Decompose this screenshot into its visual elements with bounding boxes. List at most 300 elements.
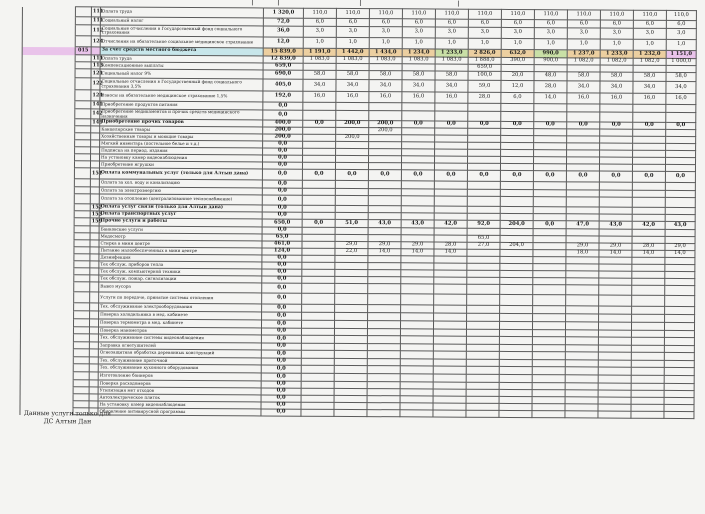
- row-month-value: 1,0: [435, 38, 468, 49]
- row-month-value: 1 083,0: [435, 57, 468, 64]
- row-month-value: 43,0: [401, 220, 434, 228]
- row-specifics-code: [89, 387, 98, 394]
- row-annual-total: 0,0: [262, 304, 302, 312]
- row-month-value: [301, 320, 334, 328]
- row-month-value: 204,0: [500, 220, 533, 228]
- row-month-value: 3,0: [600, 28, 633, 39]
- row-month-value: 0,0: [335, 169, 368, 180]
- row-month-value: [632, 197, 665, 207]
- row-month-value: 16,0: [435, 92, 468, 103]
- row-month-value: 0,0: [666, 122, 696, 129]
- row-item-name: Услуги по передаче, принятие системы отопления: [99, 292, 262, 304]
- row-month-value: 14,0: [401, 249, 434, 256]
- row-month-value: [467, 284, 500, 294]
- row-specifics-code: 142: [91, 109, 100, 119]
- row-month-value: 200,0: [369, 121, 402, 128]
- row-month-value: [566, 182, 599, 190]
- row-annual-total: 0,0: [261, 335, 301, 343]
- row-annual-total: 0,0: [262, 262, 302, 269]
- row-month-value: [664, 411, 694, 418]
- row-month-value: 1,0: [501, 38, 534, 49]
- row-annual-total: 65,0: [262, 234, 302, 241]
- row-month-value: [302, 180, 335, 188]
- row-item-name: Оплата коммунальных услуг (только для Алтын дана): [99, 168, 262, 180]
- row-month-value: 28,0: [434, 242, 467, 249]
- row-month-value: 16,0: [303, 91, 336, 102]
- row-specifics-code: [90, 292, 99, 303]
- row-specifics-code: [89, 349, 98, 357]
- row-specifics-code: 122: [91, 78, 100, 90]
- row-group-code: [73, 319, 89, 327]
- row-specifics-code: [90, 254, 99, 261]
- row-month-value: 0,0: [302, 169, 335, 180]
- row-month-value: [433, 366, 466, 374]
- row-month-value: 990,0: [534, 50, 567, 58]
- row-annual-total: 0,0: [263, 110, 303, 120]
- row-month-value: [302, 283, 335, 293]
- row-month-value: [335, 312, 368, 320]
- row-month-value: [633, 112, 666, 122]
- row-month-value: 43,0: [665, 221, 695, 229]
- row-month-value: 1 434,0: [369, 49, 402, 57]
- row-month-value: 200,0: [336, 134, 369, 141]
- row-group-code: [75, 109, 91, 119]
- row-month-value: [533, 197, 566, 207]
- row-month-value: [434, 284, 467, 294]
- row-annual-total: 0,0: [263, 155, 303, 162]
- row-month-value: [632, 314, 665, 322]
- row-group-code: 015: [75, 47, 91, 55]
- row-specifics-code: [90, 240, 99, 247]
- row-month-value: [499, 374, 532, 382]
- row-group-code: [74, 282, 90, 292]
- row-specifics-code: [90, 161, 99, 168]
- row-annual-total: 12,0: [263, 37, 303, 48]
- row-month-value: 27,0: [467, 242, 500, 249]
- margin-mark: [360, 0, 361, 6]
- row-month-value: 1 083,0: [369, 57, 402, 64]
- row-annual-total: 0,0: [263, 102, 303, 110]
- row-month-value: [368, 294, 401, 305]
- row-item-name: Оплата за электроэнергию: [99, 187, 262, 195]
- row-specifics-code: 111: [92, 17, 104, 24]
- row-month-value: [566, 295, 599, 306]
- row-month-value: 1 442,0: [336, 48, 369, 56]
- row-item-name: Подписка на период. издания: [100, 147, 263, 155]
- row-month-value: [433, 410, 466, 417]
- row-annual-total: 200,0: [263, 127, 303, 134]
- row-annual-total: 461,0: [262, 241, 302, 248]
- row-month-value: 6,0: [468, 19, 501, 27]
- row-month-value: [367, 351, 400, 359]
- row-annual-total: 72,0: [263, 18, 303, 26]
- row-month-value: [665, 197, 695, 207]
- row-month-value: [369, 103, 402, 111]
- row-month-value: 34,0: [303, 79, 336, 91]
- row-month-value: [335, 283, 368, 293]
- row-annual-total: 0,0: [262, 180, 302, 188]
- row-item-name: На установку камер видеонаблюдения: [100, 154, 263, 162]
- budget-table: [19, 6, 696, 419]
- row-month-value: [500, 181, 533, 189]
- row-annual-total: 0,0: [261, 395, 301, 402]
- margin-mark: [252, 0, 253, 5]
- row-month-value: [534, 104, 567, 112]
- row-month-value: 110,0: [402, 9, 435, 19]
- row-annual-total: 1 320,0: [263, 8, 303, 18]
- row-month-value: [599, 182, 632, 190]
- row-month-value: 0,0: [599, 171, 632, 182]
- row-month-value: 0,0: [534, 122, 567, 129]
- row-group-code: [73, 334, 89, 342]
- row-month-value: [467, 294, 500, 305]
- row-month-value: 110,0: [567, 10, 600, 20]
- row-month-value: [400, 410, 433, 417]
- row-item-name: Банковские услуги: [99, 226, 262, 234]
- row-month-value: [467, 196, 500, 206]
- row-month-value: 6,0: [501, 92, 534, 103]
- row-month-value: 34,0: [666, 81, 696, 93]
- row-month-value: 1,0: [633, 39, 666, 50]
- row-specifics-code: 149: [92, 118, 103, 125]
- row-month-value: 58,0: [303, 70, 336, 79]
- row-month-value: 58,0: [633, 72, 666, 81]
- row-month-value: 1 151,0: [666, 50, 696, 58]
- row-month-value: [664, 337, 694, 345]
- row-item-name: Приобретение прочих товаров: [100, 119, 263, 127]
- row-month-value: 2 826,0: [468, 49, 501, 57]
- row-month-value: [369, 111, 402, 121]
- row-month-value: [565, 375, 598, 383]
- row-annual-total: 0,0: [261, 373, 301, 381]
- row-month-value: 110,0: [534, 10, 567, 20]
- row-item-name: Социальные отчисления в Государственный фонд социального страхования 3,5%: [100, 78, 263, 91]
- row-annual-total: 650,0: [262, 219, 302, 227]
- row-annual-total: 0,0: [261, 343, 301, 350]
- row-item-name: Тех обслуж. компьютерной техники: [99, 268, 262, 276]
- row-month-value: [665, 314, 695, 322]
- row-annual-total: 690,0: [263, 70, 303, 79]
- row-specifics-code: [90, 303, 99, 311]
- row-specifics-code: 121: [92, 69, 104, 76]
- row-blank-cell: [22, 24, 75, 35]
- row-month-value: 0,0: [533, 221, 566, 229]
- row-month-value: [334, 335, 367, 343]
- row-annual-total: 0,0: [261, 328, 301, 335]
- row-month-value: [401, 284, 434, 294]
- row-month-value: [302, 304, 335, 312]
- row-month-value: [631, 367, 664, 375]
- row-month-value: 1,0: [666, 39, 696, 50]
- row-month-value: [400, 366, 433, 374]
- row-group-code: [75, 36, 91, 47]
- row-month-value: 16,0: [336, 91, 369, 102]
- row-month-value: [532, 337, 565, 345]
- row-item-name: Заправка огнетушителей: [98, 342, 261, 350]
- row-month-value: [499, 366, 532, 374]
- row-month-value: [599, 295, 632, 306]
- row-annual-total: 0,0: [262, 205, 302, 212]
- row-annual-total: 0,0: [261, 365, 301, 373]
- row-month-value: [532, 411, 565, 418]
- row-item-name: Оплата услуг связи (только для Алтын дана): [99, 204, 262, 212]
- row-month-value: [400, 336, 433, 344]
- row-month-value: [334, 350, 367, 358]
- row-month-value: [401, 305, 434, 313]
- row-month-value: 110,0: [435, 9, 468, 19]
- row-specifics-code: [90, 226, 99, 233]
- row-month-value: 6,0: [600, 20, 633, 28]
- row-month-value: 1,0: [369, 38, 402, 49]
- row-month-value: 0,0: [633, 122, 666, 129]
- row-item-name: Взносы на обязательное медицинское страхование 1,5%: [100, 90, 263, 102]
- row-specifics-code: [90, 311, 99, 319]
- row-month-value: [435, 111, 468, 121]
- row-month-value: 14,0: [665, 250, 695, 257]
- row-annual-total: 0,0: [262, 312, 302, 320]
- row-item-name: Хозяйственные товары и моющие товары: [100, 133, 263, 141]
- footnote-services: Данные услуги только для ДС Алтын Дан: [23, 410, 112, 426]
- row-item-name: Дезинфекция: [99, 254, 262, 262]
- row-month-value: [499, 410, 532, 417]
- row-group-code: [74, 218, 90, 226]
- row-month-value: [501, 103, 534, 111]
- row-month-value: [402, 111, 435, 121]
- row-item-name: Компенсационные выплаты: [100, 62, 263, 70]
- row-annual-total: 200,0: [263, 134, 303, 141]
- row-month-value: [500, 313, 533, 321]
- row-month-value: [566, 306, 599, 314]
- row-month-value: [631, 375, 664, 383]
- row-month-value: 1 083,0: [336, 56, 369, 63]
- row-month-value: [434, 294, 467, 305]
- row-month-value: [664, 375, 694, 383]
- row-group-code: [74, 168, 90, 179]
- row-specifics-code: [91, 147, 100, 154]
- row-month-value: 14,0: [632, 250, 665, 257]
- row-group-code: [74, 292, 90, 303]
- row-month-value: [598, 352, 631, 360]
- row-month-value: 632,0: [501, 49, 534, 57]
- row-group-code: [75, 90, 91, 101]
- row-month-value: [335, 293, 368, 304]
- row-group-code: [73, 372, 89, 380]
- row-specifics-code: [89, 357, 98, 364]
- row-item-name: Поверка манометров: [98, 327, 261, 335]
- row-specifics-code: 124: [91, 90, 100, 101]
- row-month-value: [533, 285, 566, 295]
- row-annual-total: 0,0: [263, 141, 303, 148]
- row-month-value: 6,0: [567, 20, 600, 28]
- row-month-value: 14,0: [534, 93, 567, 104]
- row-item-name: Тех. обслуживание приточной: [98, 357, 261, 365]
- row-annual-total: 0,0: [262, 269, 302, 276]
- row-month-value: 58,0: [435, 71, 468, 80]
- row-month-value: 0,0: [665, 171, 695, 182]
- row-month-value: [600, 112, 633, 122]
- row-month-value: 0,0: [500, 170, 533, 181]
- row-month-value: 42,0: [632, 221, 665, 229]
- row-month-value: 58,0: [336, 70, 369, 79]
- row-annual-total: 12 839,0: [263, 56, 303, 63]
- row-month-value: 1 191,0: [303, 48, 336, 56]
- row-month-value: [501, 111, 534, 121]
- row-month-value: 0,0: [303, 120, 336, 127]
- row-month-value: 6,0: [402, 19, 435, 27]
- row-month-value: 29,0: [335, 241, 368, 248]
- row-month-value: [301, 350, 334, 358]
- row-blank-cell: [21, 281, 74, 291]
- row-specifics-code: [89, 394, 98, 401]
- row-blank-cell: [21, 167, 74, 178]
- row-month-value: 1,0: [567, 39, 600, 50]
- row-item-name: Медосмотр: [99, 233, 262, 241]
- row-specifics-code: [89, 401, 98, 408]
- row-month-value: [368, 305, 401, 313]
- row-annual-total: 192,0: [263, 91, 303, 102]
- row-month-value: [433, 351, 466, 359]
- row-specifics-code: [90, 179, 99, 187]
- row-month-value: 16,0: [633, 93, 666, 104]
- row-month-value: 0,0: [600, 122, 633, 129]
- row-month-value: 1,0: [402, 38, 435, 49]
- row-month-value: 22,0: [335, 248, 368, 255]
- row-annual-total: 0,0: [261, 388, 301, 395]
- row-month-value: 0,0: [567, 122, 600, 129]
- row-month-value: [368, 284, 401, 294]
- row-month-value: 59,0: [468, 80, 501, 92]
- row-specifics-code: 153: [91, 210, 103, 217]
- row-month-value: [598, 367, 631, 375]
- row-month-value: 1 234,0: [402, 49, 435, 57]
- row-month-value: 0,0: [402, 121, 435, 128]
- row-month-value: [336, 102, 369, 110]
- row-annual-total: 36,0: [263, 26, 303, 37]
- row-month-value: [665, 182, 695, 190]
- row-item-name: Стирка в мини центре: [99, 240, 262, 248]
- row-specifics-code: 113: [92, 61, 104, 68]
- row-specifics-code: [89, 327, 98, 334]
- row-month-value: 34,0: [369, 80, 402, 92]
- row-month-value: 204,0: [500, 242, 533, 249]
- row-annual-total: 0,0: [262, 188, 302, 195]
- row-month-value: [664, 352, 694, 360]
- row-month-value: 110,0: [501, 9, 534, 19]
- row-month-value: 20,0: [501, 71, 534, 80]
- row-month-value: 1,0: [600, 39, 633, 50]
- row-month-value: 3,0: [468, 27, 501, 38]
- row-month-value: [303, 102, 336, 110]
- row-month-value: 48,0: [534, 72, 567, 81]
- row-month-value: [367, 336, 400, 344]
- row-month-value: [433, 321, 466, 329]
- row-annual-total: 0,0: [261, 358, 301, 365]
- row-month-value: 110,0: [468, 9, 501, 19]
- row-month-value: [367, 366, 400, 374]
- row-month-value: [664, 367, 694, 375]
- row-month-value: 1,0: [336, 37, 369, 48]
- row-month-value: 1,0: [303, 37, 336, 48]
- row-month-value: [566, 285, 599, 295]
- row-month-value: [499, 336, 532, 344]
- row-item-name: Социальный налог: [100, 17, 263, 26]
- row-item-name: Огнезащитная обработка деревянных конструкций: [98, 349, 261, 358]
- row-month-value: 42,0: [434, 220, 467, 228]
- row-month-value: 1 232,0: [633, 50, 666, 58]
- row-month-value: 34,0: [600, 81, 633, 93]
- row-month-value: 58,0: [600, 72, 633, 81]
- row-item-name: Оплата транспортных услуг: [99, 211, 262, 219]
- row-blank-cell: [21, 193, 74, 203]
- row-month-value: 1 083,0: [303, 56, 336, 63]
- row-month-value: [301, 365, 334, 373]
- row-month-value: [666, 104, 696, 112]
- row-month-value: [566, 197, 599, 207]
- row-month-value: [467, 305, 500, 313]
- row-month-value: [334, 365, 367, 373]
- row-group-code: [75, 69, 91, 78]
- row-month-value: 110,0: [303, 8, 336, 18]
- row-month-value: 0,0: [467, 170, 500, 181]
- row-item-name: Поверка расходомеров: [98, 380, 261, 388]
- row-month-value: [466, 366, 499, 374]
- row-month-value: [368, 196, 401, 206]
- row-month-value: 16,0: [402, 92, 435, 103]
- row-annual-total: 0,0: [261, 402, 301, 409]
- row-specifics-code: [91, 140, 100, 147]
- row-month-value: [368, 313, 401, 321]
- row-item-name: Отчисления на обязательное социальное медицинское страхование: [100, 36, 263, 48]
- row-month-value: [367, 410, 400, 417]
- row-group-code: [74, 179, 90, 187]
- row-item-name: Автоэлектрическое плиток: [98, 394, 261, 402]
- row-month-value: 1 082,0: [567, 58, 600, 65]
- row-month-value: [533, 182, 566, 190]
- row-specifics-code: [90, 247, 99, 254]
- row-month-value: 200,0: [336, 120, 369, 127]
- row-item-name: Изготовление баннеров: [98, 372, 261, 381]
- row-month-value: 900,0: [534, 58, 567, 65]
- row-month-value: [467, 313, 500, 321]
- row-month-value: [599, 197, 632, 207]
- row-specifics-code: [91, 47, 100, 55]
- row-annual-total: 0,0: [261, 381, 301, 388]
- row-item-name: Тех обслуж. приборов тепла: [99, 261, 262, 269]
- row-month-value: 1 233,0: [600, 50, 633, 58]
- row-specifics-code: 124: [91, 36, 100, 47]
- row-month-value: 110,0: [336, 8, 369, 18]
- row-specifics-code: 111: [92, 54, 104, 61]
- row-month-value: [466, 374, 499, 382]
- row-month-value: 110,0: [369, 9, 402, 19]
- row-month-value: 3,0: [402, 27, 435, 38]
- row-annual-total: 0,0: [261, 320, 301, 328]
- row-month-value: [598, 411, 631, 418]
- row-item-name: Оплата труда: [100, 55, 263, 63]
- row-annual-total: 0,0: [262, 169, 302, 180]
- row-group-code: [73, 349, 89, 357]
- row-month-value: 65,0: [467, 235, 500, 242]
- row-month-value: 0,0: [632, 171, 665, 182]
- row-specifics-code: [90, 261, 99, 268]
- row-annual-total: 15 839,0: [263, 48, 303, 56]
- row-month-value: [500, 305, 533, 313]
- row-specifics-code: [90, 275, 99, 282]
- row-month-value: 0,0: [501, 121, 534, 128]
- row-month-value: 0,0: [368, 170, 401, 181]
- row-month-value: 34,0: [336, 79, 369, 91]
- row-month-value: [532, 367, 565, 375]
